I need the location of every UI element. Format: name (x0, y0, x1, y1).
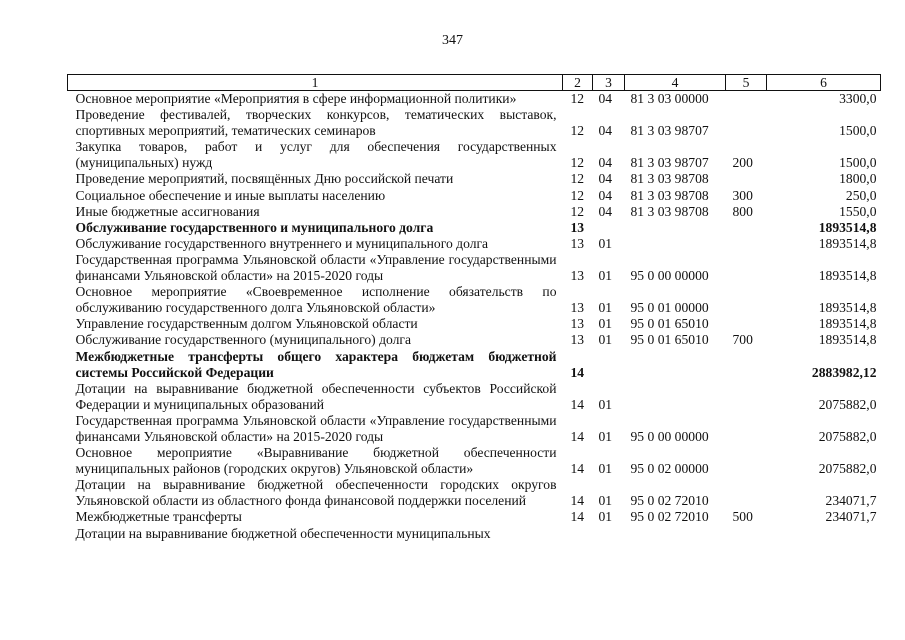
row-amount-cell: 1893514,8 (818, 300, 877, 316)
row-section-cell: 13 (570, 332, 585, 348)
table-header-row (68, 75, 881, 91)
row-amount-cell: 1893514,8 (818, 332, 877, 348)
row-amount-cell: 1893514,8 (818, 235, 877, 251)
row-amount-cell: 1893514,8 (818, 316, 877, 332)
table-row (68, 349, 881, 381)
col-header-4: 4 (625, 75, 726, 91)
row-expense-type-cell (726, 316, 767, 332)
row-section-cell: 12 (570, 123, 585, 139)
row-name-cell: Государственная программа Ульяновской области «Управление государственными финансами Ульяновской области» на 2015-2020 годы (75, 412, 557, 444)
row-section-cell: 13 (570, 268, 585, 284)
row-section-cell: 12 (570, 203, 585, 219)
row-expense-type-cell: 700 (732, 332, 753, 348)
row-subsection-cell: 01 (598, 300, 613, 316)
row-section-cell: 12 (570, 187, 585, 203)
row-amount-cell: 1500,0 (839, 155, 877, 171)
row-target-article-cell: 81 3 03 98708 (630, 171, 709, 187)
row-expense-type-cell (726, 220, 767, 236)
row-subsection-cell (593, 349, 625, 381)
row-name-cell: Иные бюджетные ассигнования (75, 203, 260, 219)
row-target-article-cell: 81 3 03 98707 (630, 123, 709, 139)
row-name-cell: Управление государственным долгом Ульяновской области (75, 316, 418, 332)
row-expense-type-cell: 300 (732, 187, 753, 203)
row-amount-cell: 2075882,0 (818, 396, 877, 412)
row-name-cell: Основное мероприятие «Мероприятия в сфере информационной политики» (75, 91, 517, 106)
row-expense-type-cell (726, 252, 767, 284)
row-expense-type-cell: 500 (732, 509, 753, 525)
row-name-cell: Дотации на выравнивание бюджетной обеспеченности муниципальных (75, 525, 491, 541)
row-amount-cell: 234071,7 (825, 509, 877, 525)
row-target-article-cell (625, 220, 726, 236)
row-name-cell: Обслуживание государственного и муниципального долга (75, 219, 434, 235)
row-expense-type-cell (726, 477, 767, 509)
row-target-article-cell (625, 236, 726, 252)
row-amount-cell: 2075882,0 (818, 461, 877, 477)
table-row (68, 509, 881, 525)
row-expense-type-cell (726, 91, 767, 108)
col-header-2: 2 (563, 75, 593, 91)
row-expense-type-cell: 200 (732, 155, 753, 171)
row-target-article-cell: 95 0 02 00000 (630, 461, 709, 477)
row-name-cell: Закупка товаров, работ и услуг для обеспечения государственных (муниципальных) нужд (75, 139, 557, 171)
table-row (68, 91, 881, 108)
row-name-cell: Дотации на выравнивание бюджетной обеспеченности субъектов Российской Федерации и муниципальных образований (75, 380, 557, 412)
table-row (68, 220, 881, 236)
row-expense-type-cell (726, 107, 767, 139)
row-subsection-cell (593, 526, 625, 542)
table-row (68, 284, 881, 316)
row-name-cell: Обслуживание государственного внутреннего и муниципального долга (75, 235, 489, 251)
row-expense-type-cell (726, 284, 767, 316)
row-subsection-cell (593, 220, 625, 236)
row-section-cell: 13 (570, 300, 585, 316)
table-header (68, 75, 881, 91)
col-header-5: 5 (726, 75, 767, 91)
row-subsection-cell: 04 (598, 155, 613, 171)
row-expense-type-cell (726, 445, 767, 477)
row-subsection-cell: 01 (598, 493, 613, 509)
row-subsection-cell: 04 (598, 123, 613, 139)
table-row (68, 139, 881, 171)
row-target-article-cell: 81 3 03 98708 (630, 187, 709, 203)
row-target-article-cell: 95 0 02 72010 (630, 509, 709, 525)
row-target-article-cell: 95 0 00 00000 (630, 268, 709, 284)
row-name-cell: Межбюджетные трансферты общего характера бюджетам бюджетной системы Российской Федерации (75, 348, 557, 380)
row-expense-type-cell: 800 (732, 203, 753, 219)
row-target-article-cell (625, 349, 726, 381)
row-target-article-cell: 81 3 03 98708 (630, 203, 709, 219)
table-row (68, 526, 881, 542)
row-section-cell: 14 (570, 364, 585, 380)
table-row (68, 445, 881, 477)
row-expense-type-cell (726, 236, 767, 252)
row-expense-type-cell (726, 526, 767, 542)
row-section-cell: 14 (570, 396, 585, 412)
row-subsection-cell: 01 (598, 235, 613, 251)
row-target-article-cell (625, 381, 726, 413)
row-subsection-cell: 01 (598, 428, 613, 444)
table-row (68, 316, 881, 332)
row-target-article-cell (625, 526, 726, 542)
row-section-cell: 12 (570, 155, 585, 171)
row-name-cell: Дотации на выравнивание бюджетной обеспеченности городских округов Ульяновской области из областного фонда финансовой поддержки поселений (75, 477, 557, 509)
row-subsection-cell: 04 (598, 187, 613, 203)
row-subsection-cell: 01 (598, 332, 613, 348)
row-target-article-cell: 95 0 01 00000 (630, 300, 709, 316)
row-target-article-cell: 95 0 01 65010 (630, 332, 709, 348)
row-name-cell: Основное мероприятие «Выравнивание бюджетной обеспеченности муниципальных районов (городских округов) Ульяновской области» (75, 445, 557, 477)
row-target-article-cell: 95 0 01 65010 (630, 316, 709, 332)
row-name-cell: Проведение фестивалей, творческих конкурсов, тематических выставок, спортивных мероприятий, тематических семинаров (75, 107, 557, 139)
row-subsection-cell: 01 (598, 461, 613, 477)
budget-table (67, 74, 881, 542)
row-target-article-cell: 95 0 00 00000 (630, 428, 709, 444)
table-row (68, 413, 881, 445)
table-row (68, 107, 881, 139)
row-target-article-cell: 81 3 03 00000 (630, 91, 709, 106)
row-section-cell: 14 (570, 509, 585, 525)
row-amount-cell: 1893514,8 (818, 219, 877, 235)
row-section-cell: 13 (570, 316, 585, 332)
row-amount-cell: 1550,0 (839, 203, 877, 219)
row-name-cell: Социальное обеспечение и иные выплаты населению (75, 187, 386, 203)
col-header-3: 3 (593, 75, 625, 91)
row-section-cell: 12 (570, 171, 585, 187)
row-amount-cell (767, 526, 881, 542)
row-section-cell (563, 526, 593, 542)
row-expense-type-cell (726, 381, 767, 413)
table-row (68, 188, 881, 204)
row-amount-cell: 2883982,12 (811, 364, 877, 380)
page-number: 347 (442, 33, 463, 48)
row-subsection-cell: 04 (598, 91, 613, 106)
row-section-cell: 13 (570, 235, 585, 251)
row-subsection-cell: 01 (598, 509, 613, 525)
row-name-cell: Межбюджетные трансферты (75, 509, 242, 525)
row-name-cell: Обслуживание государственного (муниципального) долга (75, 332, 412, 348)
row-section-cell: 14 (570, 461, 585, 477)
row-amount-cell: 1500,0 (839, 123, 877, 139)
col-header-1: 1 (68, 75, 563, 91)
row-target-article-cell: 95 0 02 72010 (630, 493, 709, 509)
table-row (68, 477, 881, 509)
row-amount-cell: 1800,0 (839, 171, 877, 187)
row-section-cell: 13 (570, 219, 585, 235)
row-expense-type-cell (726, 349, 767, 381)
col-header-6: 6 (767, 75, 881, 91)
row-subsection-cell: 01 (598, 396, 613, 412)
table-row (68, 204, 881, 220)
table-row (68, 236, 881, 252)
row-amount-cell: 1893514,8 (818, 268, 877, 284)
row-subsection-cell: 04 (598, 203, 613, 219)
row-amount-cell: 250,0 (845, 187, 877, 203)
row-section-cell: 14 (570, 428, 585, 444)
table-row (68, 332, 881, 348)
row-section-cell: 14 (570, 493, 585, 509)
row-expense-type-cell (726, 413, 767, 445)
row-name-cell: Проведение мероприятий, посвящённых Дню российской печати (75, 171, 454, 187)
row-subsection-cell: 01 (598, 316, 613, 332)
row-amount-cell: 3300,0 (839, 91, 877, 106)
row-section-cell: 12 (570, 91, 585, 106)
row-amount-cell: 234071,7 (825, 493, 877, 509)
row-name-cell: Государственная программа Ульяновской области «Управление государственными финансами Ульяновской области» на 2015-2020 годы (75, 251, 557, 284)
row-subsection-cell: 01 (598, 268, 613, 284)
table-row (68, 171, 881, 187)
row-amount-cell: 2075882,0 (818, 428, 877, 444)
row-target-article-cell: 81 3 03 98707 (630, 155, 709, 171)
table-body (68, 91, 881, 542)
table-row (68, 252, 881, 284)
row-name-cell: Основное мероприятие «Своевременное исполнение обязательств по обслуживанию государственного долга Ульяновской области» (75, 284, 557, 316)
row-subsection-cell: 04 (598, 171, 613, 187)
table-row (68, 381, 881, 413)
row-expense-type-cell (726, 171, 767, 187)
